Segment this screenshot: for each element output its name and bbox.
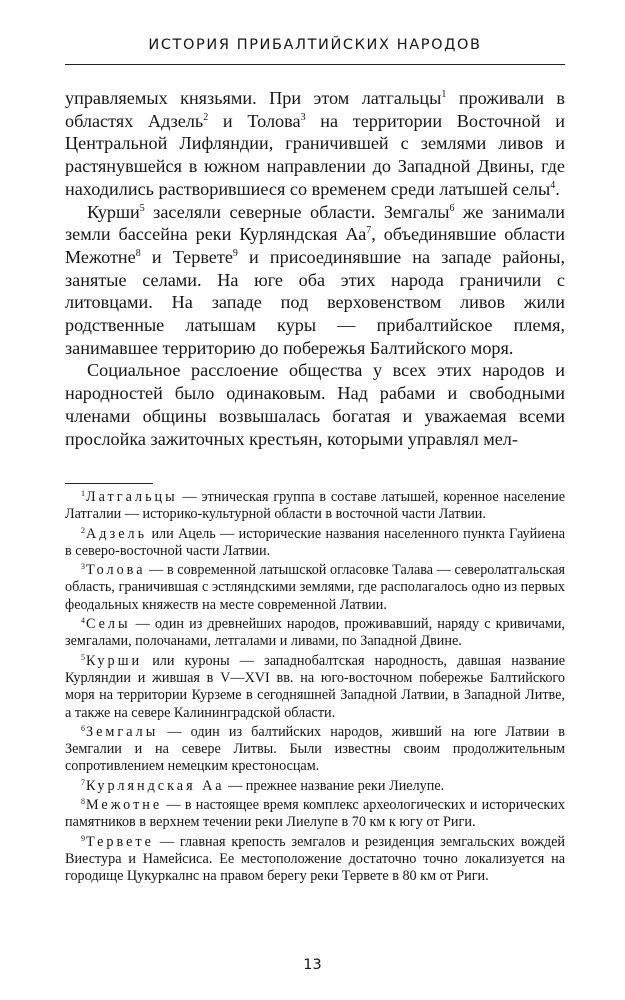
footnote-number: 1 (81, 489, 85, 498)
text-run: Курши (87, 201, 140, 222)
footnote-text: — в настоящее время комплекс археологических и исторических памятников в верхнем течении реки Лиелупе в 70 км к югу от Риги. (65, 797, 565, 831)
footnote-number: 8 (81, 797, 85, 807)
footnote-text: — прежнее название реки Лиелупе. (224, 777, 445, 794)
page-number: 13 (303, 957, 322, 973)
footnote-ref: 7 (366, 225, 372, 237)
footnote (65, 616, 565, 651)
footnote-number: 5 (81, 652, 85, 662)
text-run: и Тервете (140, 246, 233, 267)
footnote-ref: 9 (232, 247, 238, 259)
text-run: проживали в областях Адзель (65, 88, 565, 131)
footnote-ref: 4 (550, 179, 556, 191)
footnote-text: или куроны — западнобалтская народность, давшая название Курляндии и жившая в V—XVI вв. на юго-восточном побережье Балтийского моря на территории Курземе в сегодняшней Западной Латвии, в Западной Литве, а также на севере Калининградской области. (65, 652, 565, 721)
footnote (65, 724, 565, 776)
main-text (65, 87, 565, 450)
footnote (65, 797, 565, 832)
footnote (65, 834, 565, 886)
footnote-text: — один из балтийских народов, живший на юге Латвии в Земгалии и на севере Литвы. Были известны своим продолжительным сопротивлением немецким крестоносцам. (65, 723, 565, 775)
footnote (65, 778, 565, 795)
footnote (65, 526, 565, 561)
footnotes (65, 489, 565, 888)
footnote-text: или Ацель — исторические названия населенного пункта Гауйиена в северо-восточной части Латвии. (65, 525, 565, 559)
footnote-term: Адзель (86, 525, 148, 542)
footnote-number: 7 (81, 777, 85, 787)
header-rule (65, 64, 565, 65)
footnote-text: — в современной латышской огласовке Талава — северолатгальская область, граничившая с эстляндскими землями, где располагалось одно из первых феодальных княжеств на месте современной Латвии. (65, 562, 565, 613)
footnote-term: Толова (86, 562, 146, 579)
footnote (65, 489, 565, 524)
footnote-text: — главная крепость земгалов и резиденция земгальских вождей Виестура и Намейсиса. Ее местоположение достаточно точно локализуется на городище Цукуркалнс на правом берегу реки Тервете в 80 км от Риги. (65, 833, 565, 885)
text-run: управляемых князьями. При этом латгальцы (65, 88, 442, 108)
paragraph-3: Социальное расслоение общества у всех этих народов и народностей было одинаковым. Над рабами и свободными членами общины возвышалась богатая и уважаемая всеми прослойка зажиточных крестьян, которыми управлял мел- (65, 360, 565, 449)
footnote-ref: 2 (203, 111, 209, 123)
footnote-term: Курляндская Аа (86, 777, 225, 794)
footnote-term: Селы (86, 616, 131, 633)
footnote-ref: 6 (449, 202, 455, 214)
footnote-number: 4 (81, 616, 85, 626)
footnote-number: 2 (81, 525, 85, 535)
footnote-number: 6 (81, 723, 85, 733)
footnote-rule (65, 483, 153, 484)
footnote-term: Тервете (86, 833, 154, 850)
running-header: ИСТОРИЯ ПРИБАЛТИЙСКИХ НАРОДОВ (148, 37, 482, 53)
text-run: и присоединявшие на западе районы, занятые селами. На юге оба этих народа граничили с литовцами. На западе под верховенством ливов жили родственные латышам куры — прибалтийское племя, занимавшее территорию до побережья Балтийского моря. (65, 246, 565, 358)
footnote (65, 653, 565, 722)
footnote-term: Межотне (86, 797, 163, 814)
text-run: , объединявшие области Межотне (65, 224, 565, 267)
footnote-term: Латгальцы (86, 489, 178, 505)
footnote-ref: 3 (300, 111, 306, 123)
text-run: заселяли северные области. Земгалы (144, 201, 450, 222)
footnote-text: — один из древнейших народов, проживавший, наряду с кривичами, земгалами, полочанами, летгалами и ливами, по Западной Двине. (65, 616, 565, 650)
paragraph-1 (65, 87, 565, 201)
text-run: и Толова (208, 110, 301, 131)
footnote-ref: 5 (139, 202, 145, 214)
paragraph-2 (65, 201, 565, 360)
footnote-number: 9 (81, 833, 85, 843)
footnote-term: Земгалы (86, 723, 159, 740)
text-run: . (555, 178, 560, 199)
footnote (65, 562, 565, 614)
footnote-number: 3 (81, 562, 85, 572)
text-run: на территории Восточной и Центральной Лифляндии, граничившей с землями ливов и растянувшейся в южном направлении до Западной Двины, где находились растворившиеся со временем среди латышей селы (65, 110, 565, 199)
footnote-term: Курши (86, 652, 143, 669)
footnote-text: — этническая группа в составе латышей, коренное население Латгалии — историко-культурной области в восточной части Латвии. (65, 489, 565, 523)
text-run: же занимали земли бассейна реки Курляндская Аа (65, 201, 565, 245)
footnote-ref: 8 (135, 247, 141, 259)
footnote-ref: 1 (441, 89, 447, 100)
